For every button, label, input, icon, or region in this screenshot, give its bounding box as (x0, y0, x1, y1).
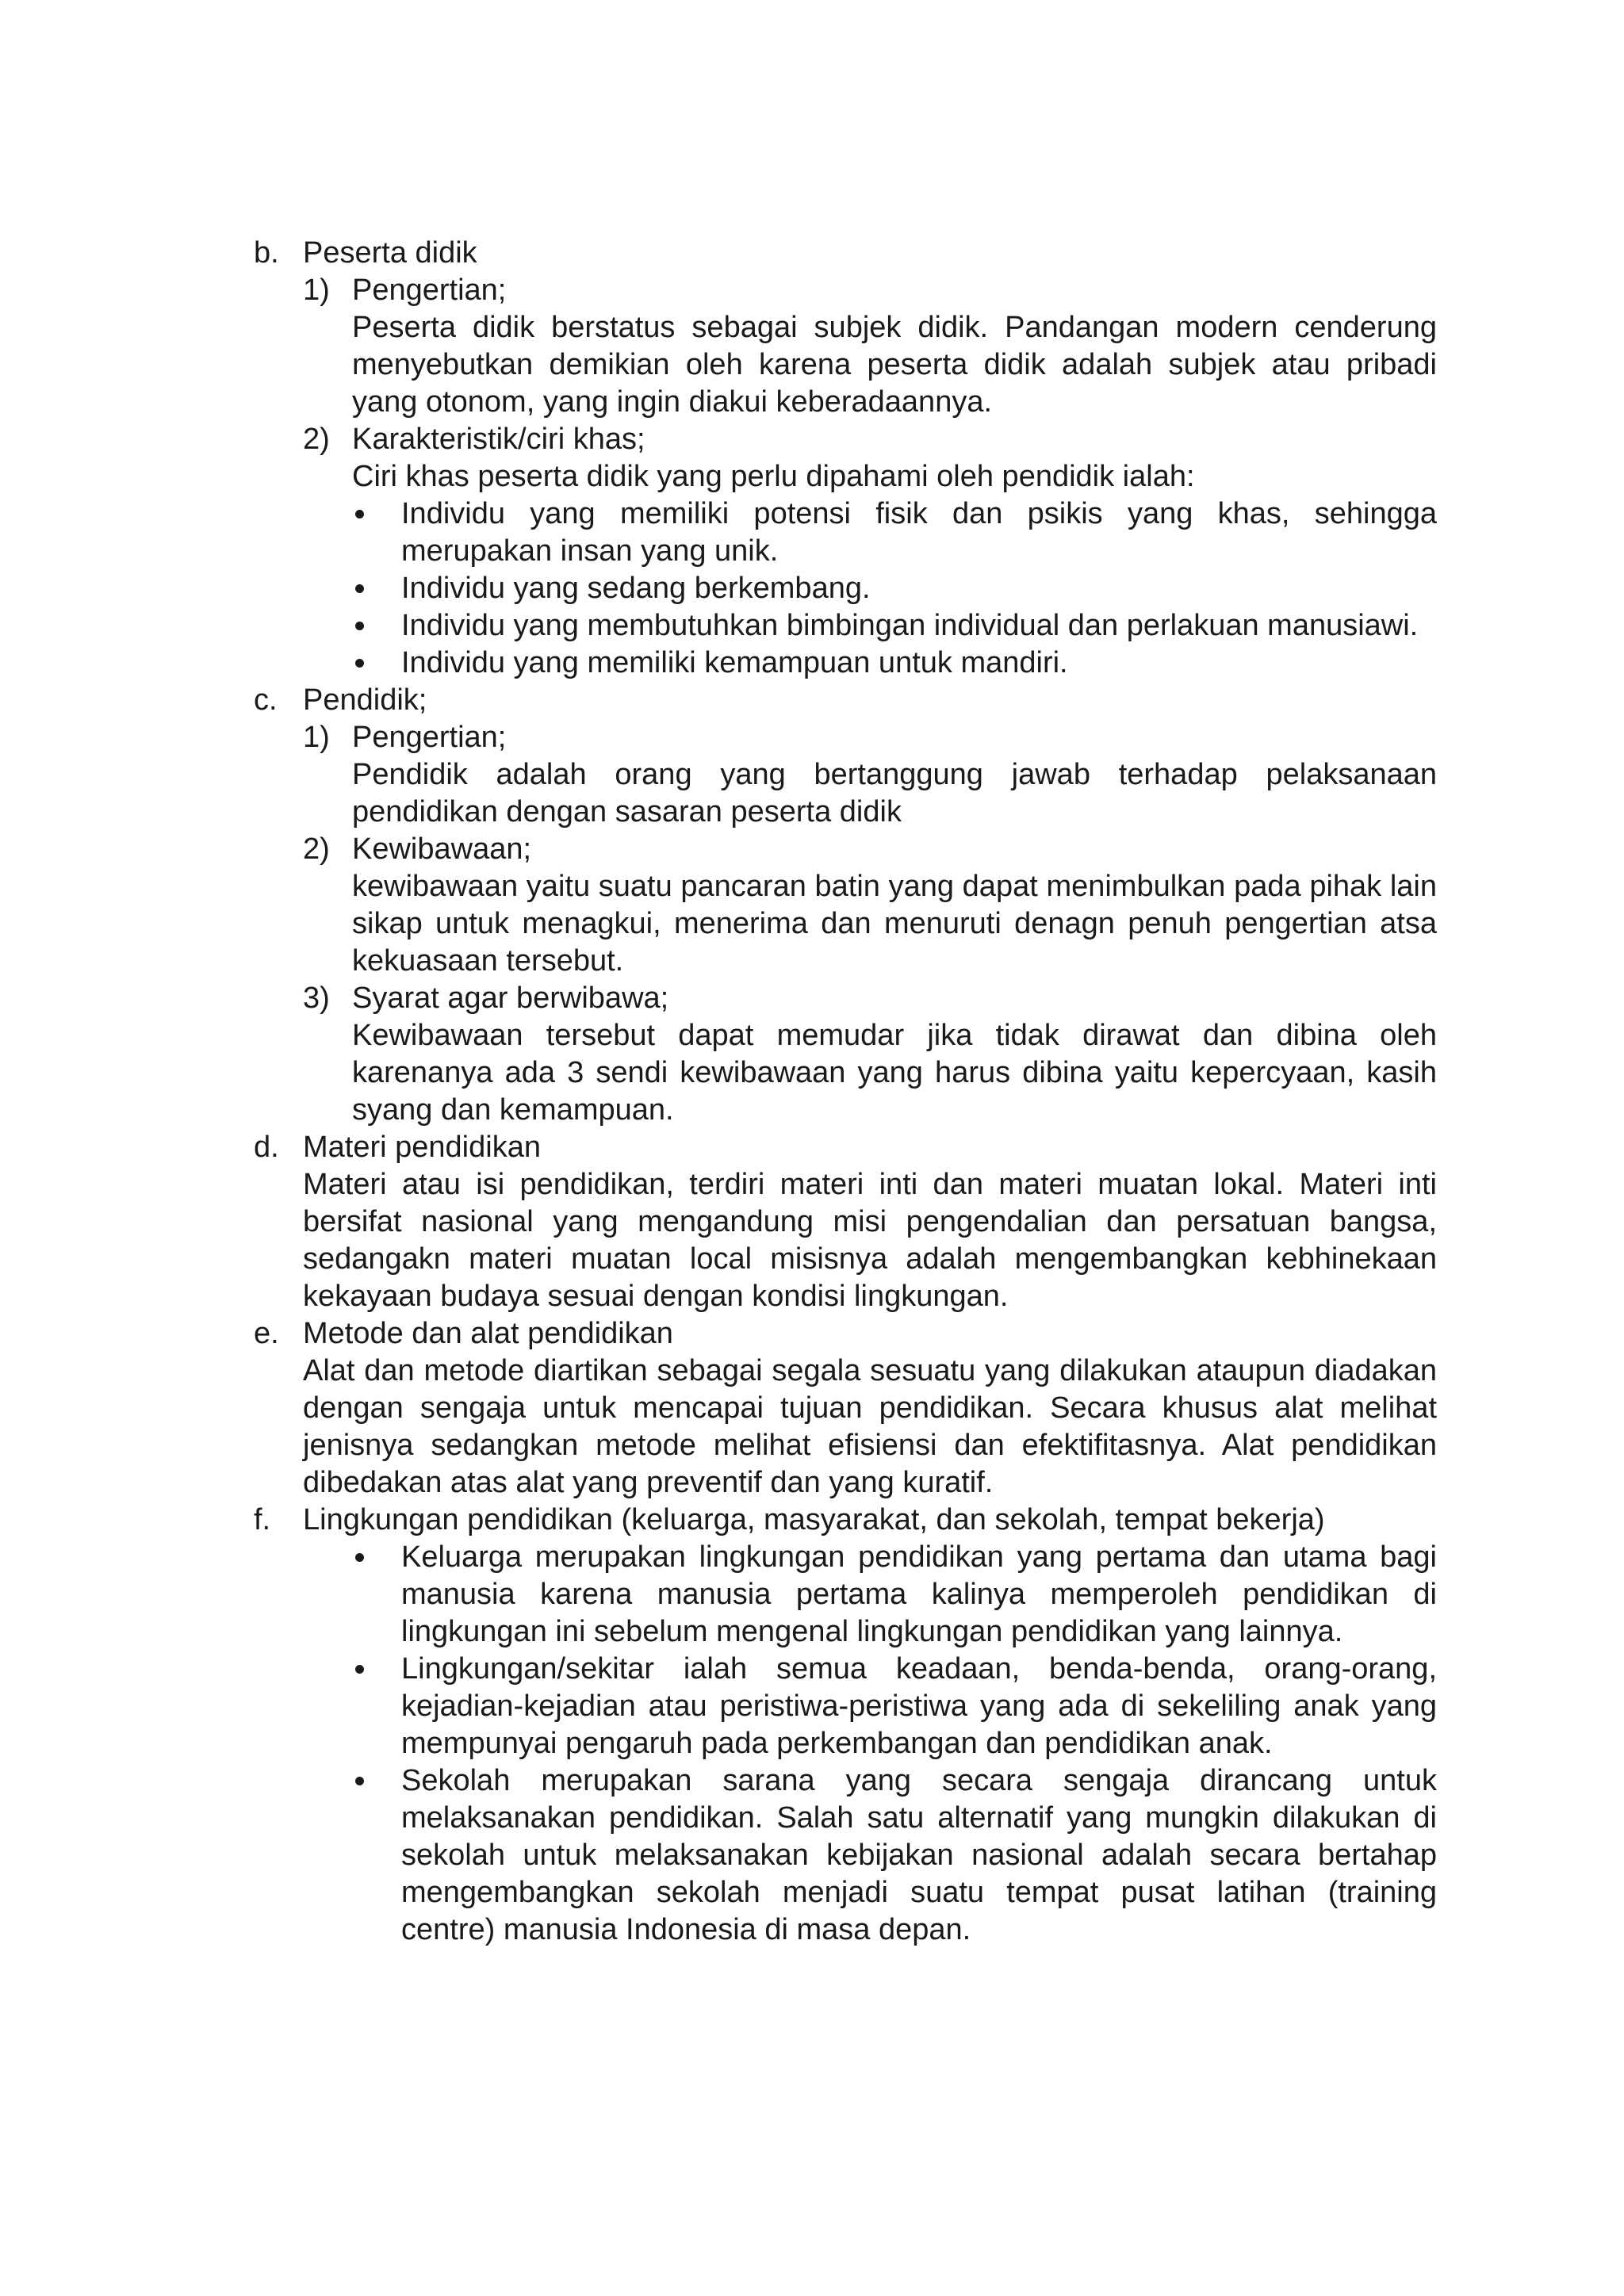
subsection-c-1 (303, 719, 1437, 831)
bullet-list (352, 496, 1437, 682)
document-page (254, 235, 1437, 1949)
list-item: Individu yang memiliki potensi fisik dan psikis yang khas, sehingga merupakan insan yang unik. (352, 496, 1437, 570)
section-title: Materi pendidikan (303, 1131, 541, 1164)
section-e (254, 1315, 1437, 1502)
list-item: Individu yang sedang berkembang. (352, 570, 1437, 607)
section-b (254, 235, 1437, 682)
bullet-icon (355, 1665, 364, 1674)
section-marker: b. (254, 236, 279, 270)
section-title: Peserta didik (303, 236, 477, 270)
subsection-c-3 (303, 980, 1437, 1129)
subsection-title: Pengertian; (352, 274, 507, 307)
section-marker: e. (254, 1317, 279, 1350)
subsection-marker: 1) (303, 721, 330, 754)
paragraph: Ciri khas peserta didik yang perlu dipahami oleh pendidik ialah: (352, 460, 1195, 493)
paragraph: Pendidik adalah orang yang bertanggung jawab terhadap pelaksanaan pendidikan dengan sasaran peserta didik (352, 758, 1437, 828)
bullet-icon (355, 1777, 364, 1785)
paragraph: kewibawaan yaitu suatu pancaran batin yang dapat menimbulkan pada pihak lain sikap untuk menagkui, menerima dan menuruti denagn penuh pengertian atsa kekuasaan tersebut. (352, 870, 1437, 978)
list-item: Individu yang memiliki kemampuan untuk mandiri. (352, 645, 1437, 682)
section-title: Metode dan alat pendidikan (303, 1317, 673, 1350)
subsection-marker: 2) (303, 423, 330, 456)
section-title: Lingkungan pendidikan (keluarga, masyarakat, dan sekolah, tempat bekerja) (303, 1503, 1325, 1536)
section-f (254, 1502, 1437, 1949)
section-marker: f. (254, 1503, 271, 1536)
bullet-icon (355, 584, 364, 593)
section-title: Pendidik; (303, 683, 427, 717)
subsection-title: Pengertian; (352, 721, 507, 754)
list-item: Keluarga merupakan lingkungan pendidikan yang pertama dan utama bagi manusia karena manusia pertama kalinya memperoleh pendidikan di lingkungan ini sebelum mengenal lingkungan pendidikan yang lainnya. (352, 1539, 1437, 1651)
subsection-b-1 (303, 272, 1437, 421)
section-marker: c. (254, 683, 278, 717)
list-item: Individu yang membutuhkan bimbingan individual dan perlakuan manusiawi. (352, 607, 1437, 645)
list-item: Lingkungan/sekitar ialah semua keadaan, benda-benda, orang-orang, kejadian-kejadian atau peristiwa-peristiwa yang ada di sekeliling anak yang mempunyai pengaruh pada perkembangan dan pendidikan anak. (352, 1651, 1437, 1762)
section-d (254, 1129, 1437, 1315)
list-item: Sekolah merupakan sarana yang secara sengaja dirancang untuk melaksanakan pendidikan. Salah satu alternatif yang mungkin dilakukan di sekolah untuk melaksanakan kebijakan nasional adalah secara bertahap mengembangkan sekolah menjadi suatu tempat pusat latihan (training centre) manusia Indonesia di masa depan. (352, 1762, 1437, 1949)
subsection-title: Syarat agar berwibawa; (352, 982, 669, 1015)
paragraph: Kewibawaan tersebut dapat memudar jika tidak dirawat dan dibina oleh karenanya ada 3 sendi kewibawaan yang harus dibina yaitu kepercyaan, kasih syang dan kemampuan. (352, 1019, 1437, 1127)
bullet-icon (355, 622, 364, 630)
subsection-b-2 (303, 421, 1437, 682)
bullet-icon (355, 510, 364, 519)
subsection-marker: 3) (303, 982, 330, 1015)
subsection-title: Kewibawaan; (352, 832, 532, 866)
paragraph: Materi atau isi pendidikan, terdiri materi inti dan materi muatan lokal. Materi inti bersifat nasional yang mengandung misi pengendalian dan persatuan bangsa, sedangakn materi muatan local misisnya adalah mengembangkan kebhinekaan kekayaan budaya sesuai dengan kondisi lingkungan. (303, 1168, 1437, 1313)
bullet-list (303, 1539, 1437, 1949)
section-c (254, 682, 1437, 1129)
section-marker: d. (254, 1131, 279, 1164)
subsection-marker: 1) (303, 274, 330, 307)
bullet-icon (355, 1553, 364, 1562)
subsection-c-2 (303, 831, 1437, 980)
subsection-marker: 2) (303, 832, 330, 866)
paragraph: Alat dan metode diartikan sebagai segala sesuatu yang dilakukan ataupun diadakan dengan sengaja untuk mencapai tujuan pendidikan. Secara khusus alat melihat jenisnya sedangkan metode melihat efisiensi dan efektifitasnya. Alat pendidikan dibedakan atas alat yang preventif dan yang kuratif. (303, 1354, 1437, 1499)
paragraph: Peserta didik berstatus sebagai subjek didik. Pandangan modern cenderung menyebutkan demikian oleh karena peserta didik adalah subjek atau pribadi yang otonom, yang ingin diakui keberadaannya. (352, 311, 1437, 419)
subsection-title: Karakteristik/ciri khas; (352, 423, 645, 456)
bullet-icon (355, 659, 364, 668)
